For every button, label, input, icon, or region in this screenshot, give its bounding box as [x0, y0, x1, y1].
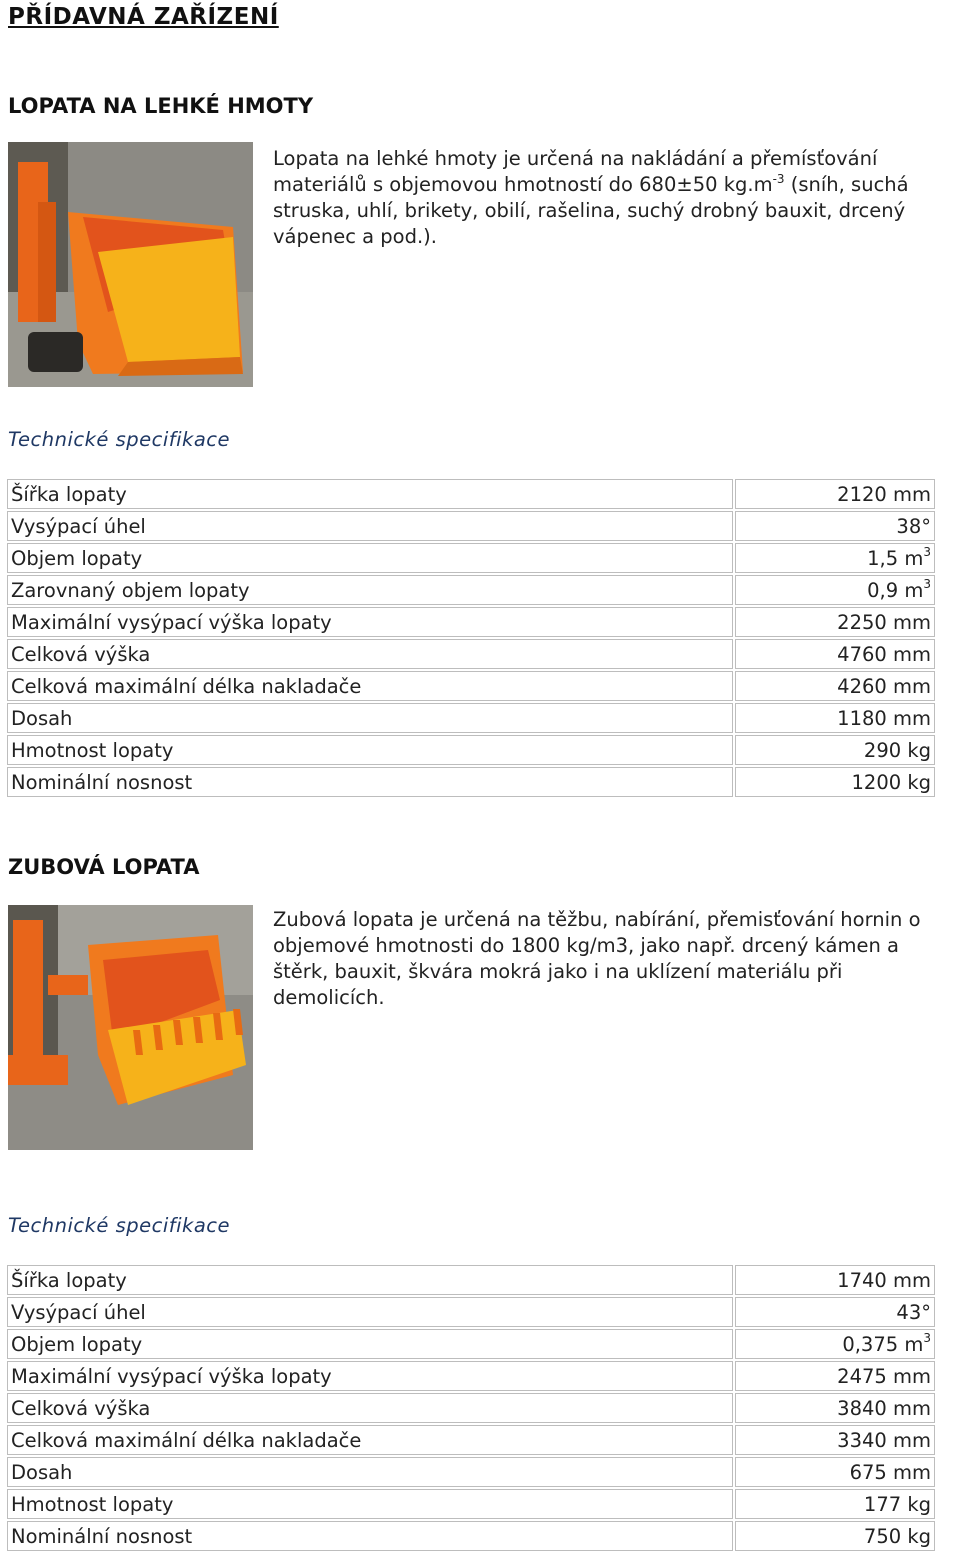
toothed-bucket-photo: [8, 905, 253, 1150]
spec-label: Celková výška: [7, 639, 733, 669]
spec-value: 4760 mm: [735, 639, 935, 669]
spec-value: 1200 kg: [735, 767, 935, 797]
spec-label: Nominální nosnost: [7, 1521, 733, 1551]
spec-label: Šířka lopaty: [7, 1265, 733, 1295]
spec-label: Šířka lopaty: [7, 479, 733, 509]
table-row: [7, 1361, 935, 1391]
spec-label: Vysýpací úhel: [7, 1297, 733, 1327]
table-row: [7, 1521, 935, 1551]
spec-table-toothed-bucket: [5, 1263, 937, 1553]
spec-value: 177 kg: [735, 1489, 935, 1519]
table-row: [7, 1329, 935, 1359]
spec-value: 0,9 $m^3$: [735, 575, 935, 605]
light-bucket-description: Lopata na lehké hmoty je určená na nakládání a přemísťování materiálů s objemovou hmotností do 680±50 $kg.m^{-3}$ (sníh, suchá struska, uhlí, brikety, obilí, rašelina, suchý drobný bauxit, drcený vápenec a pod.).: [273, 147, 909, 248]
table-row: [7, 735, 935, 765]
table-row: [7, 1457, 935, 1487]
spec-value: 2475 mm: [735, 1361, 935, 1391]
spec-label: Maximální vysýpací výška lopaty: [7, 607, 733, 637]
table-row: [7, 1297, 935, 1327]
section-title-light-bucket: LOPATA NA LEHKÉ HMOTY: [8, 94, 314, 118]
spec-value: 750 kg: [735, 1521, 935, 1551]
table-row: [7, 671, 935, 701]
table-row: [7, 607, 935, 637]
spec-label: Hmotnost lopaty: [7, 1489, 733, 1519]
spec-label: Maximální vysýpací výška lopaty: [7, 1361, 733, 1391]
page-title: PŘÍDAVNÁ ZAŘÍZENÍ: [8, 4, 279, 30]
spec-value: 0,375 $m^3$: [735, 1329, 935, 1359]
light-bucket-photo: [8, 142, 253, 387]
spec-label: Vysýpací úhel: [7, 511, 733, 541]
spec-label: Celková maximální délka nakladače: [7, 671, 733, 701]
table-row: [7, 1265, 935, 1295]
spec-label: Objem lopaty: [7, 1329, 733, 1359]
toothed-bucket-description: Zubová lopata je určená na těžbu, nabírání, přemisťování hornin o objemové hmotnosti do 1800 kg/m3, jako např. drcený kámen a štěrk, bauxit, škvára mokrá jako i na uklízení materiálu při demolicích.: [273, 908, 921, 1009]
table-row: [7, 639, 935, 669]
spec-value: 38°: [735, 511, 935, 541]
spec-label: Celková výška: [7, 1393, 733, 1423]
spec-value: 43°: [735, 1297, 935, 1327]
spec-label: Zarovnaný objem lopaty: [7, 575, 733, 605]
section-title-toothed-bucket: ZUBOVÁ LOPATA: [8, 855, 200, 879]
spec-value: 1,5 $m^3$: [735, 543, 935, 573]
table-row: [7, 511, 935, 541]
spec-heading-toothed-bucket: Technické specifikace: [8, 1214, 230, 1237]
spec-table-light-bucket: [5, 477, 937, 799]
table-row: [7, 703, 935, 733]
table-row: [7, 575, 935, 605]
spec-value: 3840 mm: [735, 1393, 935, 1423]
spec-value: 2250 mm: [735, 607, 935, 637]
spec-value: 290 kg: [735, 735, 935, 765]
spec-value: 1180 mm: [735, 703, 935, 733]
spec-label: Dosah: [7, 1457, 733, 1487]
spec-label: Nominální nosnost: [7, 767, 733, 797]
spec-value: 675 mm: [735, 1457, 935, 1487]
spec-value: 2120 mm: [735, 479, 935, 509]
spec-label: Dosah: [7, 703, 733, 733]
spec-label: Celková maximální délka nakladače: [7, 1425, 733, 1455]
spec-heading-light-bucket: Technické specifikace: [8, 428, 230, 451]
spec-value: 1740 mm: [735, 1265, 935, 1295]
table-row: [7, 1393, 935, 1423]
table-row: [7, 1425, 935, 1455]
spec-label: Objem lopaty: [7, 543, 733, 573]
table-row: [7, 1489, 935, 1519]
spec-value: 4260 mm: [735, 671, 935, 701]
table-row: [7, 479, 935, 509]
spec-label: Hmotnost lopaty: [7, 735, 733, 765]
table-row: [7, 543, 935, 573]
table-row: [7, 767, 935, 797]
spec-value: 3340 mm: [735, 1425, 935, 1455]
